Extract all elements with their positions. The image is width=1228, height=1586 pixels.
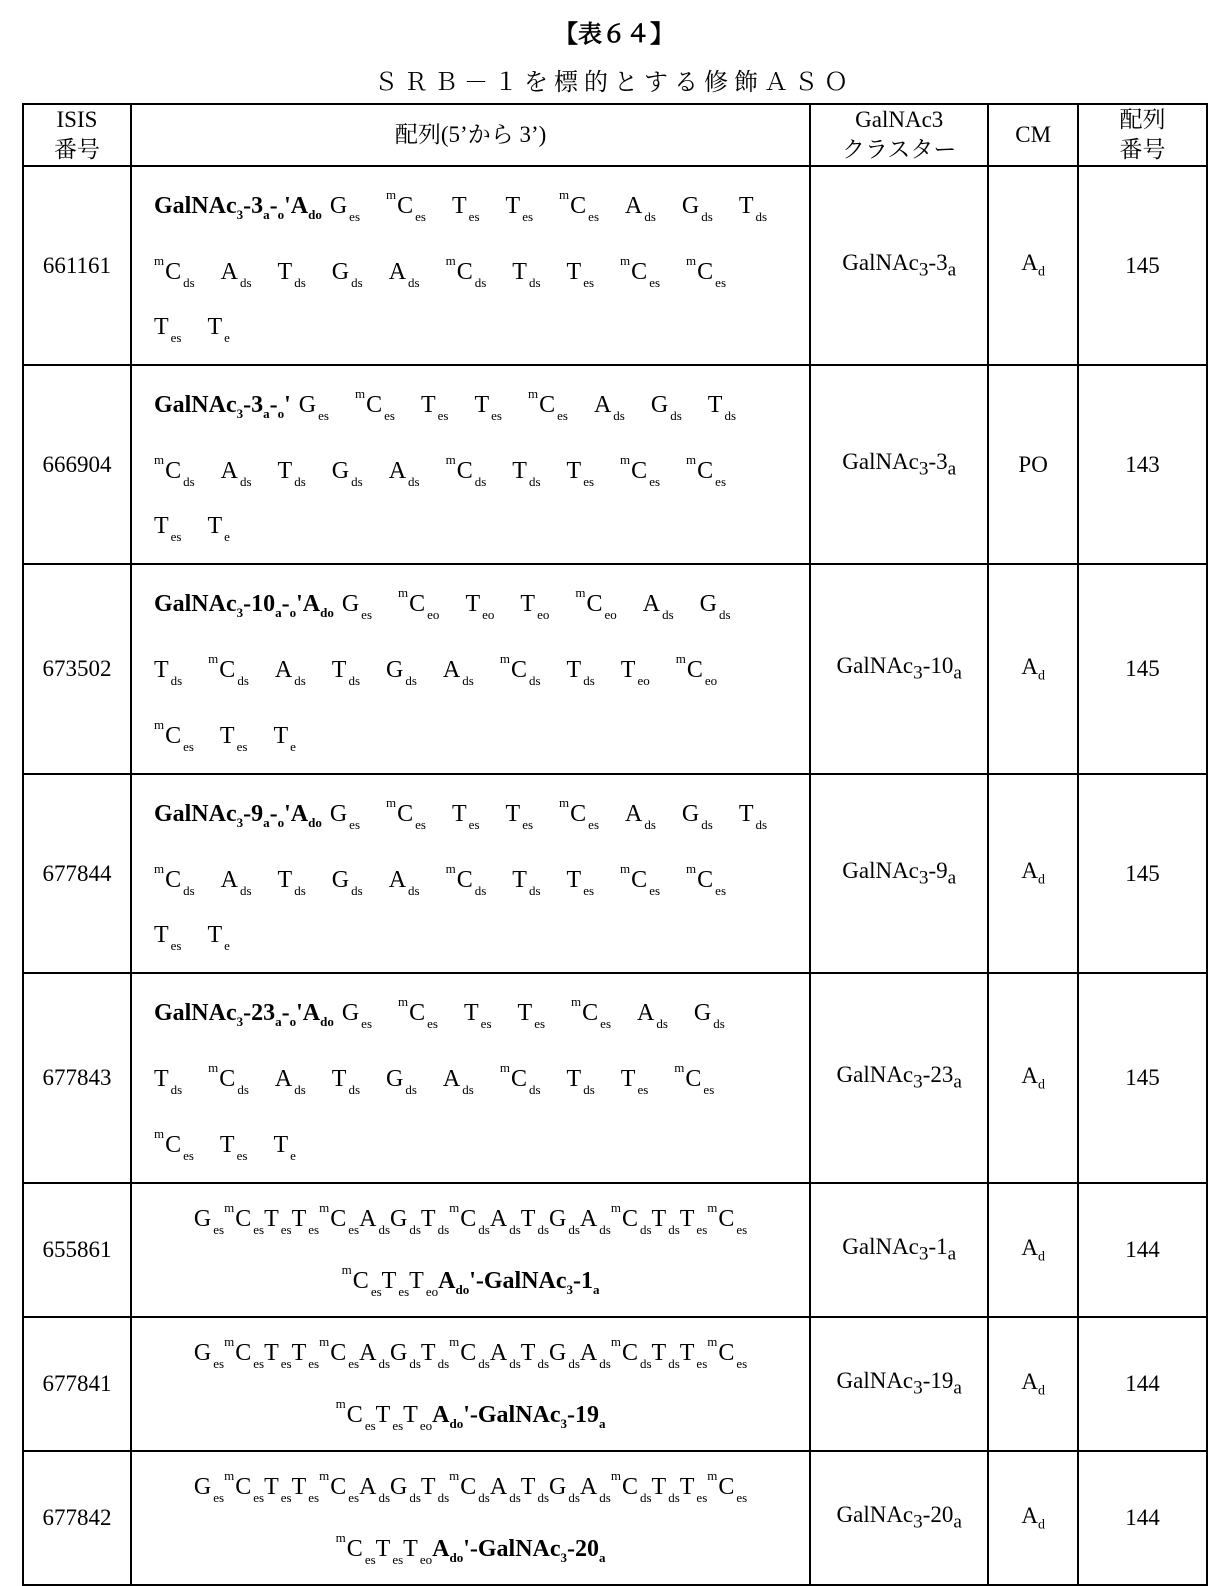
cm-value: Ad: [988, 1183, 1078, 1317]
sequence-number: 143: [1078, 365, 1207, 564]
nucleotide: A ds: [443, 648, 474, 703]
nucleotide: G ds: [390, 1199, 421, 1250]
nucleotide: mC es: [528, 372, 568, 438]
nucleotide: T es: [680, 1333, 708, 1384]
conjugate-prefix: GalNAc3-9a-o'Ado: [154, 801, 322, 827]
isis-number: 677841: [23, 1317, 131, 1451]
nucleotide: mC es: [686, 438, 726, 504]
cm-value: Ad: [988, 166, 1078, 365]
conjugate-suffix: Ado'-GalNAc3-1a: [438, 1268, 599, 1294]
sequence-cell: [131, 166, 810, 365]
nucleotide: T es: [452, 184, 480, 239]
nucleotide: A ds: [389, 449, 420, 504]
nucleotide: T ds: [332, 648, 360, 703]
nucleotide: T ds: [278, 250, 306, 305]
nucleotide: A ds: [275, 1057, 306, 1112]
table-row: [23, 774, 1207, 973]
nucleotide: A ds: [625, 184, 656, 239]
nucleotide: G es: [342, 582, 372, 637]
nucleotide: T es: [464, 991, 492, 1046]
nucleotide: mC es: [319, 1456, 359, 1518]
nucleotide: mC ds: [500, 1046, 541, 1112]
nucleotide: G es: [299, 383, 329, 438]
sequence-number: 144: [1078, 1451, 1207, 1585]
nucleotide: T es: [567, 250, 595, 305]
nucleotide: mC es: [398, 980, 438, 1046]
nucleotide: mC es: [224, 1322, 264, 1384]
nucleotide: mC ds: [154, 239, 195, 305]
nucleotide: T es: [376, 1529, 404, 1580]
nucleotide: mC es: [707, 1456, 747, 1518]
sequence-number: 144: [1078, 1317, 1207, 1451]
nucleotide: mC es: [336, 1518, 376, 1580]
galnac-cluster: GalNAc3-23a: [810, 973, 988, 1183]
nucleotide: T es: [154, 913, 182, 968]
sequence-number: 145: [1078, 774, 1207, 973]
nucleotide: T ds: [278, 858, 306, 913]
nucleotide: A ds: [580, 1467, 611, 1518]
nucleotide: T ds: [652, 1467, 680, 1518]
header-cm: CM: [988, 104, 1078, 166]
nucleotide: mC eo: [676, 637, 717, 703]
header-cluster: GalNAc3 クラスター: [810, 104, 988, 166]
nucleotide: T ds: [521, 1333, 549, 1384]
nucleotide: T es: [518, 991, 546, 1046]
nucleotide: mC ds: [446, 239, 487, 305]
nucleotide: T ds: [652, 1333, 680, 1384]
nucleotide: mC eo: [398, 571, 439, 637]
isis-number: 673502: [23, 564, 131, 774]
galnac-cluster: GalNAc3-20a: [810, 1451, 988, 1585]
nucleotide: A ds: [490, 1467, 521, 1518]
cm-value: PO: [988, 365, 1078, 564]
nucleotide: A ds: [221, 449, 252, 504]
nucleotide: mC ds: [446, 847, 487, 913]
nucleotide: mC eo: [575, 571, 616, 637]
nucleotide: mC es: [559, 781, 599, 847]
nucleotide: G es: [330, 792, 360, 847]
nucleotide: A ds: [359, 1333, 390, 1384]
nucleotide: T es: [376, 1395, 404, 1446]
header-seq-no: 配列 番号: [1078, 104, 1207, 166]
nucleotide: T ds: [567, 1057, 595, 1112]
nucleotide: G ds: [390, 1467, 421, 1518]
nucleotide: T ds: [739, 792, 767, 847]
nucleotide: G ds: [332, 858, 363, 913]
nucleotide: G ds: [549, 1333, 580, 1384]
nucleotide: T ds: [512, 858, 540, 913]
galnac-cluster: GalNAc3-1a: [810, 1183, 988, 1317]
nucleotide: G es: [194, 1199, 224, 1250]
nucleotide: G es: [342, 991, 372, 1046]
nucleotide: T ds: [512, 250, 540, 305]
nucleotide: G ds: [332, 449, 363, 504]
nucleotide: mC ds: [449, 1322, 490, 1384]
nucleotide: T eo: [403, 1395, 432, 1446]
nucleotide: G ds: [694, 991, 725, 1046]
nucleotide: A ds: [594, 383, 625, 438]
nucleotide: mC es: [686, 847, 726, 913]
nucleotide: A ds: [490, 1199, 521, 1250]
nucleotide: T e: [207, 913, 229, 968]
nucleotide: T e: [207, 305, 229, 360]
nucleotide: T es: [567, 858, 595, 913]
nucleotide: G ds: [390, 1333, 421, 1384]
nucleotide: mC es: [707, 1188, 747, 1250]
nucleotide: T eo: [520, 582, 549, 637]
nucleotide: mC es: [154, 1112, 194, 1178]
nucleotide: mC ds: [446, 438, 487, 504]
nucleotide: T ds: [512, 449, 540, 504]
cm-value: Ad: [988, 774, 1078, 973]
sequence-cell: [131, 1451, 810, 1585]
nucleotide: A ds: [625, 792, 656, 847]
nucleotide: mC es: [559, 173, 599, 239]
conjugate-suffix: Ado'-GalNAc3-20a: [432, 1536, 605, 1562]
sequence-cell: [131, 365, 810, 564]
nucleotide: mC ds: [449, 1456, 490, 1518]
nucleotide: G ds: [700, 582, 731, 637]
nucleotide: T eo: [403, 1529, 432, 1580]
nucleotide: T ds: [421, 1199, 449, 1250]
nucleotide: A ds: [359, 1467, 390, 1518]
nucleotide: G ds: [682, 184, 713, 239]
nucleotide: mC ds: [611, 1456, 652, 1518]
nucleotide: T es: [292, 1467, 320, 1518]
nucleotide: T ds: [421, 1467, 449, 1518]
nucleotide: T es: [154, 504, 182, 559]
nucleotide: T e: [273, 714, 295, 769]
nucleotide: G es: [194, 1333, 224, 1384]
nucleotide: T ds: [154, 1057, 182, 1112]
nucleotide: T eo: [409, 1261, 438, 1312]
nucleotide: mC es: [319, 1188, 359, 1250]
cm-value: Ad: [988, 1451, 1078, 1585]
nucleotide: mC es: [355, 372, 395, 438]
nucleotide: T es: [680, 1199, 708, 1250]
nucleotide: mC es: [620, 847, 660, 913]
nucleotide: T es: [506, 792, 534, 847]
nucleotide: T ds: [278, 449, 306, 504]
nucleotide: T ds: [332, 1057, 360, 1112]
nucleotide: T es: [154, 305, 182, 360]
nucleotide: A ds: [389, 250, 420, 305]
nucleotide: G ds: [386, 1057, 417, 1112]
nucleotide: T ds: [421, 1333, 449, 1384]
nucleotide: mC es: [386, 781, 426, 847]
sequence-number: 145: [1078, 564, 1207, 774]
cm-value: Ad: [988, 973, 1078, 1183]
nucleotide: mC es: [224, 1188, 264, 1250]
nucleotide: A ds: [443, 1057, 474, 1112]
nucleotide: mC es: [319, 1322, 359, 1384]
nucleotide: T ds: [154, 648, 182, 703]
sequence-cell: [131, 1183, 810, 1317]
cm-value: Ad: [988, 1317, 1078, 1451]
nucleotide: G es: [330, 184, 360, 239]
nucleotide: T es: [220, 1123, 248, 1178]
sequence-number: 144: [1078, 1183, 1207, 1317]
sequence-cell: [131, 1317, 810, 1451]
nucleotide: T eo: [621, 648, 650, 703]
isis-number: 661161: [23, 166, 131, 365]
nucleotide: A ds: [643, 582, 674, 637]
nucleotide: T ds: [652, 1199, 680, 1250]
nucleotide: A ds: [490, 1333, 521, 1384]
nucleotide: A ds: [637, 991, 668, 1046]
galnac-cluster: GalNAc3-10a: [810, 564, 988, 774]
conjugate-prefix: GalNAc3-3a-o'Ado: [154, 193, 322, 219]
conjugate-prefix: GalNAc3-3a-o': [154, 392, 291, 418]
nucleotide: T ds: [521, 1199, 549, 1250]
table-row: [23, 1317, 1207, 1451]
nucleotide: T ds: [739, 184, 767, 239]
header-isis: ISIS 番号: [23, 104, 131, 166]
nucleotide: T e: [273, 1123, 295, 1178]
nucleotide: A ds: [275, 648, 306, 703]
nucleotide: T es: [264, 1467, 292, 1518]
table-row: [23, 564, 1207, 774]
nucleotide: G ds: [651, 383, 682, 438]
table-row: [23, 1183, 1207, 1317]
isis-number: 655861: [23, 1183, 131, 1317]
isis-number: 677844: [23, 774, 131, 973]
nucleotide: mC es: [224, 1456, 264, 1518]
nucleotide: T e: [207, 504, 229, 559]
nucleotide: T ds: [567, 648, 595, 703]
table-row: [23, 365, 1207, 564]
nucleotide: mC ds: [154, 438, 195, 504]
nucleotide: mC es: [674, 1046, 714, 1112]
nucleotide: A ds: [359, 1199, 390, 1250]
nucleotide: mC es: [386, 173, 426, 239]
galnac-cluster: GalNAc3-3a: [810, 365, 988, 564]
nucleotide: mC ds: [500, 637, 541, 703]
nucleotide: T ds: [708, 383, 736, 438]
nucleotide: mC ds: [208, 1046, 249, 1112]
nucleotide: A ds: [580, 1333, 611, 1384]
table-row: [23, 166, 1207, 365]
conjugate-prefix: GalNAc3-10a-o'Ado: [154, 591, 334, 617]
nucleotide: T es: [567, 449, 595, 504]
nucleotide: mC es: [342, 1250, 382, 1312]
nucleotide: G ds: [549, 1467, 580, 1518]
nucleotide: T es: [264, 1199, 292, 1250]
header-sequence: 配列(5’から 3’): [131, 104, 810, 166]
isis-number: 677842: [23, 1451, 131, 1585]
nucleotide: mC es: [686, 239, 726, 305]
nucleotide: T es: [220, 714, 248, 769]
nucleotide: mC es: [707, 1322, 747, 1384]
nucleotide: mC es: [571, 980, 611, 1046]
nucleotide: T es: [382, 1261, 410, 1312]
nucleotide: mC es: [336, 1384, 376, 1446]
table-title: ＳＲＢ－１を標的とする修飾ＡＳＯ: [0, 62, 1228, 97]
sequence-cell: [131, 973, 810, 1183]
conjugate-prefix: GalNAc3-23a-o'Ado: [154, 1000, 334, 1026]
nucleotide: T es: [680, 1467, 708, 1518]
nucleotide: G es: [194, 1467, 224, 1518]
sequence-cell: [131, 774, 810, 973]
galnac-cluster: GalNAc3-3a: [810, 166, 988, 365]
nucleotide: A ds: [580, 1199, 611, 1250]
nucleotide: A ds: [221, 250, 252, 305]
nucleotide: G ds: [549, 1199, 580, 1250]
nucleotide: T eo: [465, 582, 494, 637]
conjugate-suffix: Ado'-GalNAc3-19a: [432, 1402, 605, 1428]
table-number: 【表６４】: [0, 14, 1228, 49]
nucleotide: mC ds: [208, 637, 249, 703]
nucleotide: T es: [506, 184, 534, 239]
table-row: [23, 973, 1207, 1183]
nucleotide: T es: [621, 1057, 649, 1112]
nucleotide: mC es: [154, 703, 194, 769]
nucleotide: T es: [421, 383, 449, 438]
nucleotide: G ds: [682, 792, 713, 847]
isis-number: 666904: [23, 365, 131, 564]
nucleotide: mC ds: [611, 1322, 652, 1384]
nucleotide: G ds: [332, 250, 363, 305]
nucleotide: G ds: [386, 648, 417, 703]
nucleotide: mC ds: [449, 1188, 490, 1250]
nucleotide: T es: [292, 1333, 320, 1384]
nucleotide: mC ds: [611, 1188, 652, 1250]
galnac-cluster: GalNAc3-19a: [810, 1317, 988, 1451]
header-row: [23, 104, 1207, 166]
table-row: [23, 1451, 1207, 1585]
nucleotide: T es: [264, 1333, 292, 1384]
nucleotide: mC es: [620, 239, 660, 305]
aso-table: [22, 103, 1208, 1586]
sequence-cell: [131, 564, 810, 774]
nucleotide: T es: [292, 1199, 320, 1250]
nucleotide: T es: [474, 383, 502, 438]
nucleotide: mC es: [620, 438, 660, 504]
sequence-number: 145: [1078, 973, 1207, 1183]
isis-number: 677843: [23, 973, 131, 1183]
nucleotide: A ds: [221, 858, 252, 913]
cm-value: Ad: [988, 564, 1078, 774]
nucleotide: T es: [452, 792, 480, 847]
sequence-number: 145: [1078, 166, 1207, 365]
galnac-cluster: GalNAc3-9a: [810, 774, 988, 973]
nucleotide: A ds: [389, 858, 420, 913]
nucleotide: mC ds: [154, 847, 195, 913]
nucleotide: T ds: [521, 1467, 549, 1518]
